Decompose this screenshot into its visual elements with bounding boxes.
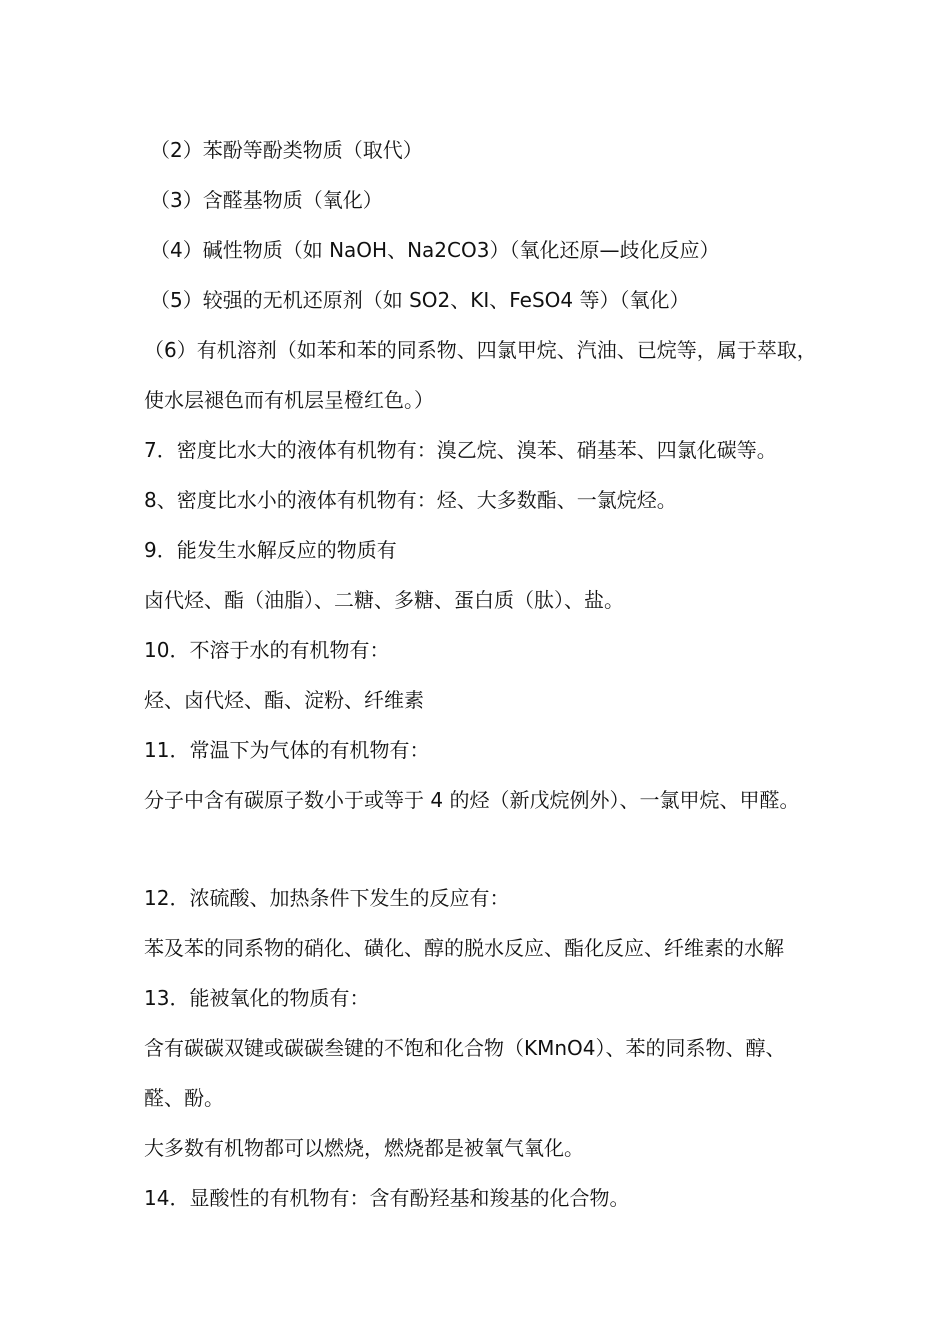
text-line-11-gaseous: 11．常温下为气体的有机物有： bbox=[144, 738, 430, 762]
text-line-7-denser: 7．密度比水大的液体有机物有：溴乙烷、溴苯、硝基苯、四氯化碳等。 bbox=[144, 438, 777, 462]
text-line-6-solvent: （6）有机溶剂（如苯和苯的同系物、四氯甲烷、汽油、已烷等，属于萃取， bbox=[144, 338, 817, 362]
text-line-12-sulfuric: 12．浓硫酸、加热条件下发生的反应有： bbox=[144, 886, 510, 910]
text-line-4-basic: （4）碱性物质（如 NaOH、Na2CO3）（氧化还原—歧化反应） bbox=[150, 238, 720, 262]
text-line-10-answer: 烃、卤代烃、酯、淀粉、纤维素 bbox=[144, 688, 424, 712]
text-line-13-continued: 醛、酚。 bbox=[144, 1086, 224, 1110]
text-line-6-continued: 使水层褪色而有机层呈橙红色。） bbox=[144, 388, 434, 412]
text-line-10-insoluble: 10．不溶于水的有机物有： bbox=[144, 638, 390, 662]
text-line-2-phenol: （2）苯酚等酚类物质（取代） bbox=[150, 138, 423, 162]
text-line-9-answer: 卤代烃、酯（油脂）、二糖、多糖、蛋白质（肽）、盐。 bbox=[144, 588, 624, 612]
text-line-5-reducing: （5）较强的无机还原剂（如 SO2、KI、FeSO4 等）（氧化） bbox=[150, 288, 690, 312]
text-line-8-lighter: 8、密度比水小的液体有机物有：烃、大多数酯、一氯烷烃。 bbox=[144, 488, 677, 512]
text-line-13-oxidizable: 13．能被氧化的物质有： bbox=[144, 986, 370, 1010]
text-line-3-aldehyde: （3）含醛基物质（氧化） bbox=[150, 188, 383, 212]
text-line-13-answer: 含有碳碳双键或碳碳叁键的不饱和化合物（KMnO4）、苯的同系物、醇、 bbox=[144, 1036, 786, 1060]
text-line-12-answer: 苯及苯的同系物的硝化、磺化、醇的脱水反应、酯化反应、纤维素的水解 bbox=[144, 936, 784, 960]
text-line-14-acidic: 14．显酸性的有机物有：含有酚羟基和羧基的化合物。 bbox=[144, 1186, 630, 1210]
text-line-13-combustion: 大多数有机物都可以燃烧，燃烧都是被氧气氧化。 bbox=[144, 1136, 584, 1160]
text-line-11-answer: 分子中含有碳原子数小于或等于 4 的烃（新戊烷例外）、一氯甲烷、甲醛。 bbox=[144, 788, 800, 812]
text-line-9-hydrolysis: 9．能发生水解反应的物质有 bbox=[144, 538, 397, 562]
